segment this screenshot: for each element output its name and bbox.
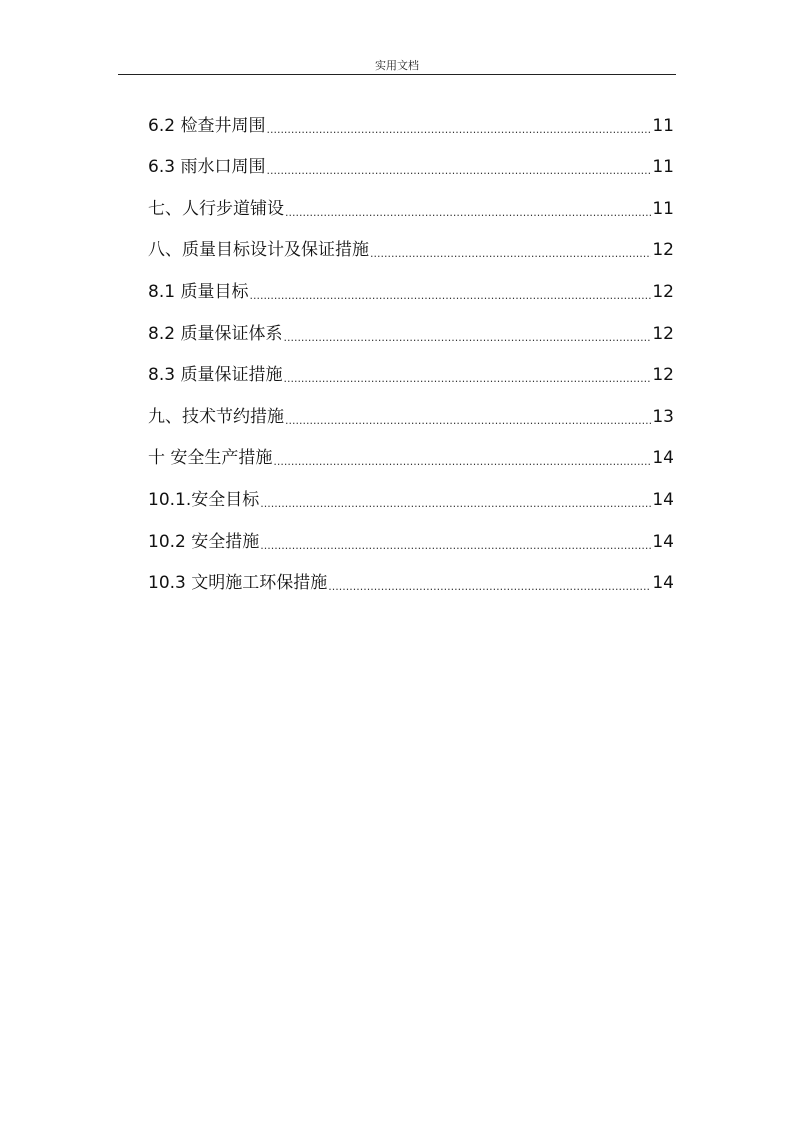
toc-leader-dots xyxy=(328,574,651,600)
toc-leader-dots xyxy=(266,117,651,143)
toc-entry-page: 14 xyxy=(652,573,674,594)
toc-entry-page: 11 xyxy=(652,198,674,219)
toc-leader-dots xyxy=(260,533,651,559)
toc-entry-page: 14 xyxy=(652,489,674,510)
toc-entry-label: 6.3 雨水口周围 xyxy=(148,157,266,178)
toc-entry-6-3[interactable] xyxy=(148,143,674,185)
page-header xyxy=(118,54,676,75)
toc-entry-page: 12 xyxy=(652,240,674,261)
toc-entry-page: 11 xyxy=(652,115,674,136)
toc-entry-8-1[interactable] xyxy=(148,267,674,309)
toc-entry-label: 10.2 安全措施 xyxy=(148,531,260,552)
toc-entry-10[interactable] xyxy=(148,434,674,476)
toc-leader-dots xyxy=(249,283,651,309)
toc-entry-10-3[interactable] xyxy=(148,559,674,601)
table-of-contents xyxy=(148,101,674,600)
toc-entry-7[interactable] xyxy=(148,184,674,226)
toc-entry-label: 八、质量目标设计及保证措施 xyxy=(148,240,369,261)
toc-leader-dots xyxy=(285,200,651,226)
toc-entry-label: 8.3 质量保证措施 xyxy=(148,365,283,386)
toc-entry-label: 九、技术节约措施 xyxy=(148,406,284,427)
toc-entry-label: 8.2 质量保证体系 xyxy=(148,323,283,344)
toc-entry-label: 七、人行步道铺设 xyxy=(148,198,284,219)
toc-leader-dots xyxy=(283,325,651,351)
toc-entry-label: 十 安全生产措施 xyxy=(148,448,273,469)
toc-entry-8[interactable] xyxy=(148,226,674,268)
toc-leader-dots xyxy=(273,449,651,475)
toc-entry-page: 14 xyxy=(652,448,674,469)
toc-entry-page: 12 xyxy=(652,281,674,302)
toc-entry-10-2[interactable] xyxy=(148,517,674,559)
toc-entry-page: 12 xyxy=(652,365,674,386)
toc-leader-dots xyxy=(370,241,651,267)
toc-entry-page: 14 xyxy=(652,531,674,552)
toc-leader-dots xyxy=(260,491,651,517)
toc-entry-label: 10.3 文明施工环保措施 xyxy=(148,573,328,594)
toc-entry-9[interactable] xyxy=(148,392,674,434)
toc-leader-dots xyxy=(266,158,651,184)
toc-entry-6-2[interactable] xyxy=(148,101,674,143)
toc-entry-10-1[interactable] xyxy=(148,475,674,517)
toc-entry-page: 11 xyxy=(652,157,674,178)
toc-entry-page: 13 xyxy=(652,406,674,427)
toc-leader-dots xyxy=(285,408,651,434)
header-title: 实用文档 xyxy=(375,59,419,72)
toc-entry-8-3[interactable] xyxy=(148,351,674,393)
toc-entry-page: 12 xyxy=(652,323,674,344)
toc-entry-8-2[interactable] xyxy=(148,309,674,351)
toc-entry-label: 8.1 质量目标 xyxy=(148,281,249,302)
toc-leader-dots xyxy=(283,366,651,392)
toc-entry-label: 10.1.安全目标 xyxy=(148,489,260,510)
toc-entry-label: 6.2 检查井周围 xyxy=(148,115,266,136)
